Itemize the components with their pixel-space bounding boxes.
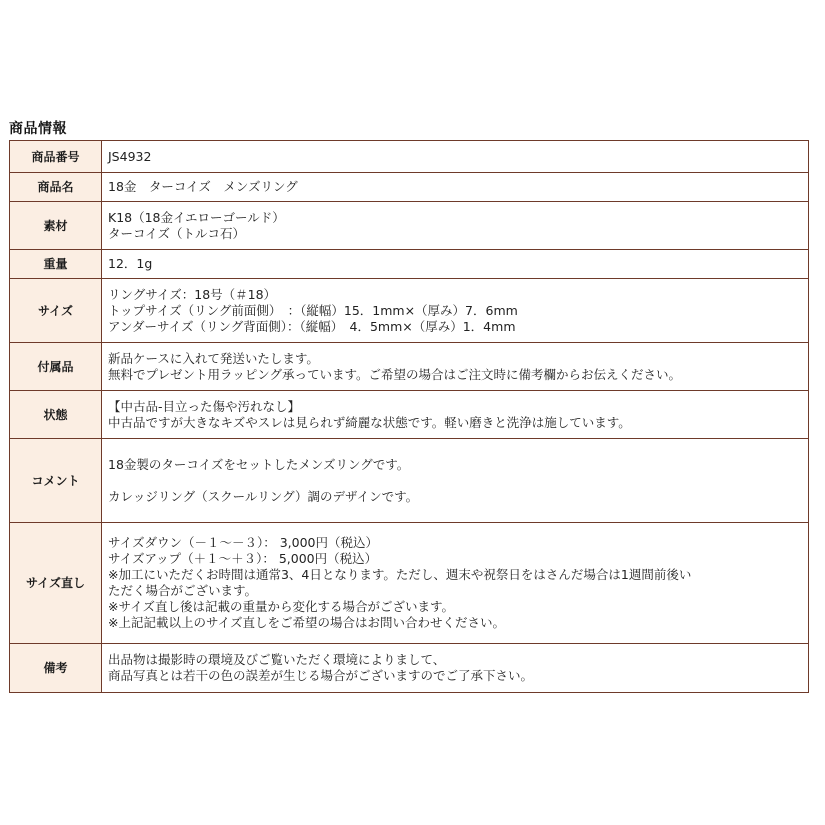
value-line: トップサイズ（リング前面側） ：（縦幅）15．1mm×（厚み）7．6mm xyxy=(108,302,518,318)
row-value xyxy=(102,391,809,439)
row-value xyxy=(102,523,809,644)
row-value xyxy=(102,343,809,391)
value-line: サイズダウン（－１～－３）： 3,000円（税込） xyxy=(108,535,379,550)
table-row-weight xyxy=(10,250,809,279)
table-row-product-code xyxy=(10,141,809,173)
row-label: 素材 xyxy=(10,202,102,250)
row-label: 重量 xyxy=(10,250,102,279)
value-line: ※上記記載以上のサイズ直しをご希望の場合はお問い合わせください。 xyxy=(108,615,505,630)
table-row-comment xyxy=(10,439,809,523)
table-row-resizing xyxy=(10,523,809,644)
row-value xyxy=(102,439,809,523)
value-line: K18（18金イエローゴールド） xyxy=(108,209,285,225)
value-line: 18金製のターコイズをセットしたメンズリングです。 xyxy=(108,456,410,472)
row-label: サイズ xyxy=(10,279,102,343)
row-value xyxy=(102,141,809,173)
value-line: サイズアップ（＋１～＋３）： 5,000円（税込） xyxy=(108,551,378,566)
value-line: ターコイズ（トルコ石） xyxy=(108,225,246,241)
value-line: カレッジリング（スクールリング）調のデザインです。 xyxy=(108,488,419,504)
table-row-condition xyxy=(10,391,809,439)
value-line: 商品写真とは若干の色の誤差が生じる場合がございますのでご了承下さい。 xyxy=(108,668,534,683)
row-value xyxy=(102,279,809,343)
value-line: 18金 ターコイズ メンズリング xyxy=(108,179,298,194)
row-label: 付属品 xyxy=(10,343,102,391)
value-line: ※加工にいただくお時間は通常3、4日となります。ただし、週末や祝祭日をはさんだ場合は1週間前後い xyxy=(108,567,692,582)
row-label: サイズ直し xyxy=(10,523,102,644)
value-line: 【中古品‐目立った傷や汚れなし】 xyxy=(108,398,301,414)
row-label: 備考 xyxy=(10,644,102,693)
table-row-remarks xyxy=(10,644,809,693)
value-line: 新品ケースに入れて発送いたします。 xyxy=(108,350,319,366)
value-line: 無料でプレゼント用ラッピング承っています。ご希望の場合はご注文時に備考欄からお伝えください。 xyxy=(108,366,682,382)
product-info-table xyxy=(9,140,809,693)
value-line: リングサイズ：18号（＃18） xyxy=(108,286,277,302)
row-value xyxy=(102,173,809,202)
value-line: 出品物は撮影時の環境及びご覧いただく環境によりまして、 xyxy=(108,652,446,667)
row-value xyxy=(102,250,809,279)
row-label: 商品番号 xyxy=(10,141,102,173)
value-line: 12．1g xyxy=(108,256,153,271)
table-row-material xyxy=(10,202,809,250)
table-row-size xyxy=(10,279,809,343)
row-value xyxy=(102,644,809,693)
blank-line xyxy=(108,473,808,489)
table-row-product-name xyxy=(10,173,809,202)
value-line: 中古品ですが大きなキズやスレは見られず綺麗な状態です。軽い磨きと洗浄は施しています。 xyxy=(108,414,631,430)
value-line: ※サイズ直し後は記載の重量から変化する場合がございます。 xyxy=(108,599,454,614)
row-label: コメント xyxy=(10,439,102,523)
row-value xyxy=(102,202,809,250)
value-line: ただく場合がございます。 xyxy=(108,583,258,598)
section-title: 商品情報 xyxy=(9,121,67,137)
value-line: アンダーサイズ（リング背面側）：（縦幅） 4．5mm×（厚み）1．4mm xyxy=(108,318,516,334)
row-label: 状態 xyxy=(10,391,102,439)
row-label: 商品名 xyxy=(10,173,102,202)
value-line: JS4932 xyxy=(108,148,152,164)
table-row-accessories xyxy=(10,343,809,391)
